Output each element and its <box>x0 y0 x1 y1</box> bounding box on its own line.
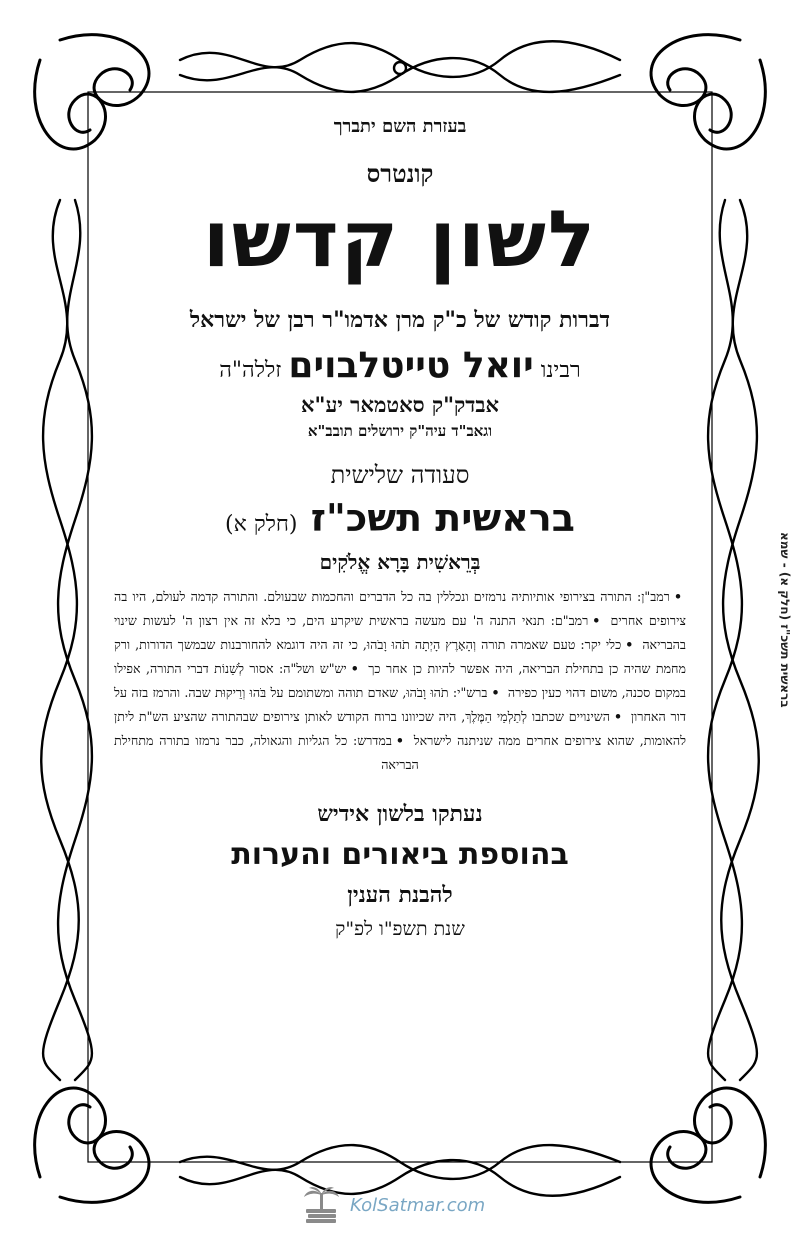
summary-item: במדרש: כל הגליות והגאולה, כבר נרמזו בתורה מתחילת הבריאה <box>114 733 419 772</box>
summary-item: רמב"ן: התורה בצירופי אותיותיה נרמזים ונכללין בה כל הדברים והחכמות שבעולם. והתורה קדמה לעולם, היו בה צירופים אחרים <box>114 589 686 628</box>
translated-note: נעתקו בלשון אידיש <box>317 801 483 827</box>
seuda-label: סעודה שלישית <box>330 461 470 489</box>
summary-item: רמב"ם: תנאי התנה ה' עם מעשה בראשית שיקרע הים, כי בלא זה אין רצון ה' לעשות שינוי בהבריאה <box>114 613 686 652</box>
parsha-name: בראשית תשכ"ז <box>310 496 575 540</box>
logo-text[interactable]: KolSatmar.com <box>350 1195 486 1216</box>
rebbe-line <box>108 345 692 386</box>
bullet-icon: • <box>592 613 601 628</box>
bullet-icon: • <box>673 589 682 604</box>
rebbe-prefix: רבינו <box>540 358 581 383</box>
avdak-line: אבדק"ק סאטמאר יע"א <box>301 392 499 417</box>
additions-heading: בהוספת ביאורים והערות <box>231 837 569 872</box>
rebbe-name: יואל טייטלבוים <box>288 345 534 386</box>
side-label: בראשית תשכ"ז (חלק א) - שמא <box>778 532 792 708</box>
summary-item: כלי יקר: טעם שאמרה תורה וְהָאָרֶץ הָיְתָה תֹהוּ וָבֹהוּ, כי זה היה דוגמא להחורבנות שבמשך הדורות, ורק מחמת שהיה כן בתחילת הבריאה, היה אפשר להיות כן אחר כך <box>114 637 686 676</box>
parsha-title <box>108 496 692 540</box>
parsha-part: (חלק א) <box>225 512 298 537</box>
bullet-icon: • <box>395 733 404 748</box>
subtitle: דברות קודש של כ"ק מרן אדמו"ר רבן של ישראל <box>189 307 611 333</box>
bullet-icon: • <box>613 709 623 724</box>
kuntres-label: קונטרס <box>366 159 434 188</box>
vegavad-line: וגאב"ד עיה"ק ירושלים תובב"א <box>307 422 493 440</box>
page-title: לשון קדשו <box>202 195 598 285</box>
document-content <box>108 110 692 1150</box>
understanding-line: להבנת הענין <box>347 882 453 908</box>
summary-item: ברש"י: תֹהוּ וָבֹהוּ, שאדם תוהה ומשתומם על בֹּהוּ וְרֵיקוּת שבה. והרמז בזה על דור האחרון <box>114 685 686 724</box>
year-line: שנת תשפ"ו לפ"ק <box>335 918 465 940</box>
bullet-icon: • <box>350 661 359 676</box>
palm-tree-books-icon <box>300 1185 344 1225</box>
summary-item: יש"ש ושל"ה: אסור לְשַׁנוֹת דברי התורה, אפילו במקום סכנה, משום דהוי כעין כפירה <box>114 661 686 700</box>
kolsatmar-logo[interactable] <box>300 1185 510 1225</box>
pasuk-heading: בְּרֵאשִׁית בָּרָא אֱלֹקִים <box>319 550 481 574</box>
bullet-icon: • <box>625 637 634 652</box>
summary-paragraph <box>114 585 686 777</box>
rebbe-suffix: זללה"ה <box>219 358 282 383</box>
bullet-icon: • <box>491 685 500 700</box>
opening-blessing: בעזרת השם יתברך <box>333 116 467 137</box>
summary-item: השינויים שכתבו לְתַלְמַי הַמֶּלֶךְ, היה שכיוונו ברוח הקודש לאותן צירופים שבהתורה שהציע הש"ת ליתן להאומות, שהוא צירופים אחרים ממה שניתנה לישראל <box>114 709 686 748</box>
